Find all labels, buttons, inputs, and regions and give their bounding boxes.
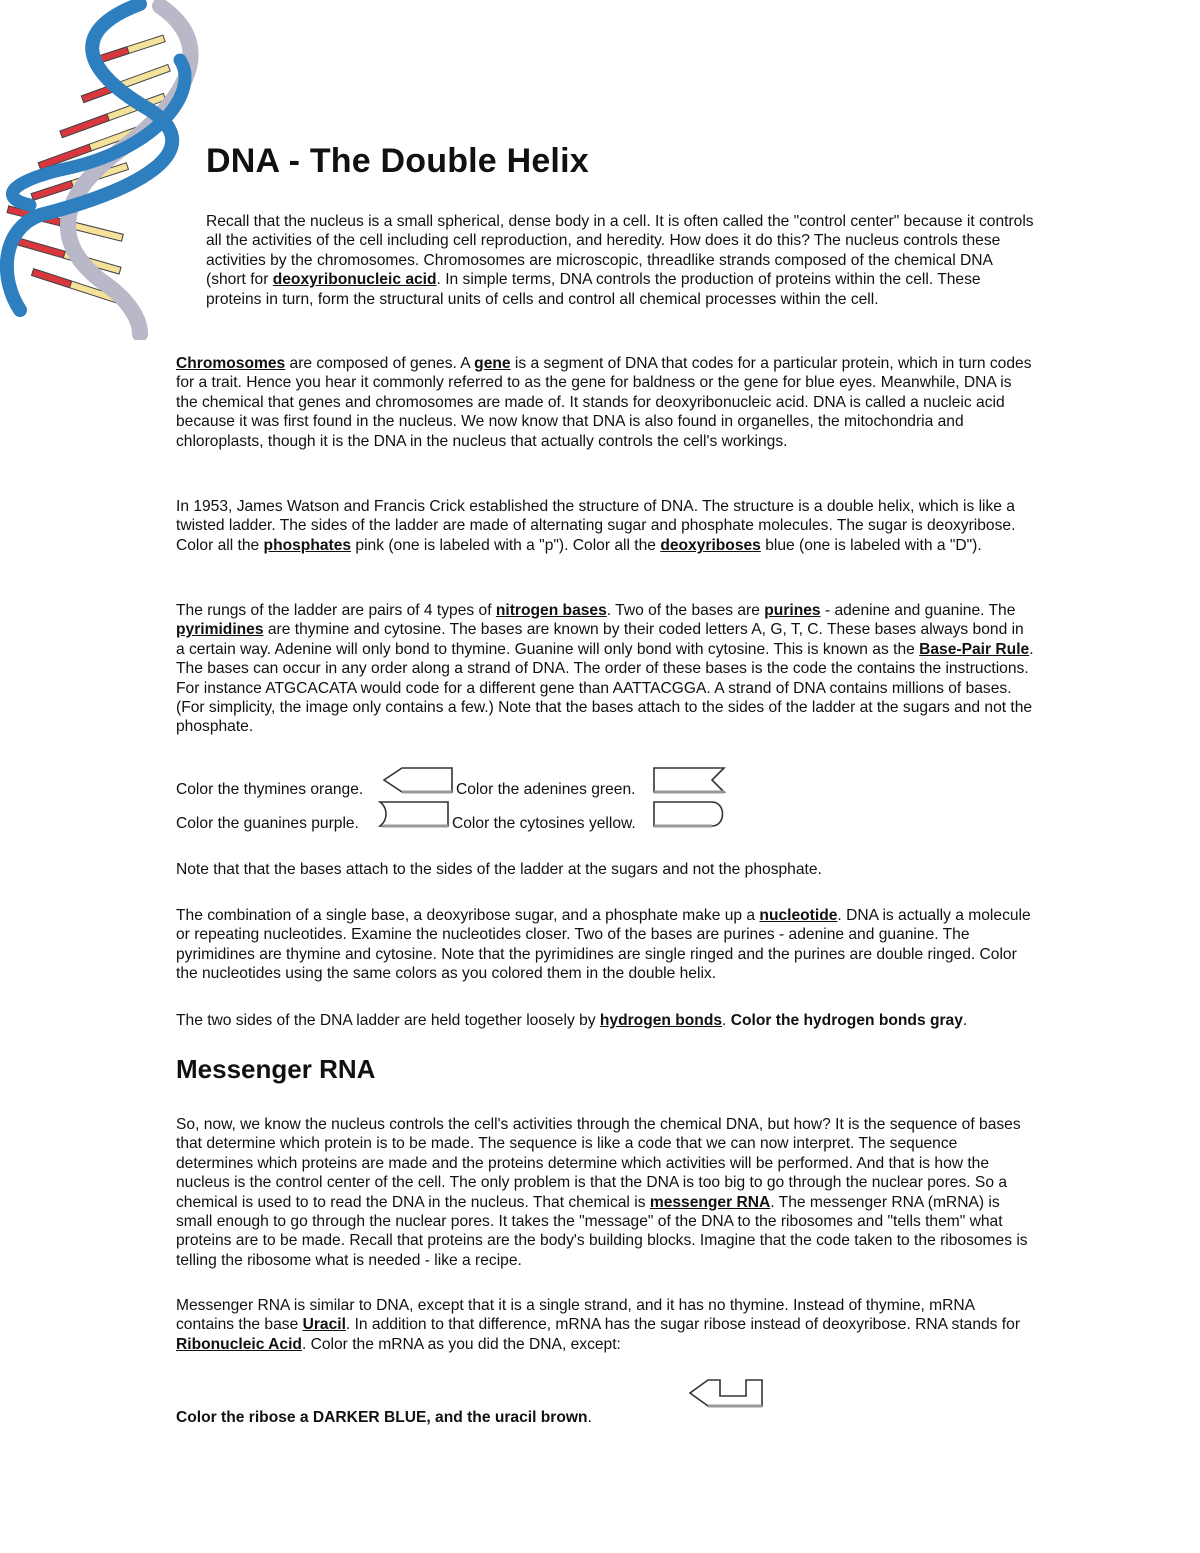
intro-paragraph: Recall that the nucleus is a small spherical, dense body in a cell. It is often called the "control center" because it controls all the activities of the cell including cell reproduction, and heredity. How does it do this? The nucleus controls these activities by the chromosomes. Chromosomes are microscopic, threadlike strands composed of the chemical DNA (short for deoxyribonucleic acid. In simple terms, DNA controls the production of proteins within the cell. These proteins in turn, form the structural units of cells and control all chemical processes within the cell. [206, 213, 1034, 308]
term-deoxyriboses: deoxyriboses [660, 536, 761, 554]
guanine-instruction: Color the guanines purple. [176, 815, 359, 832]
thymine-instruction: Color the thymines orange. [176, 781, 364, 798]
hydrogen-bonds-instruction: Color the hydrogen bonds gray [730, 1012, 963, 1029]
term-uracil: Uracil [302, 1316, 346, 1334]
adenine-instruction: Color the adenines green. [456, 781, 636, 798]
dna-helix-illustration [0, 0, 210, 340]
chromosomes-paragraph: Chromosomes are composed of genes. A gene is a segment of DNA that codes for a particular protein, which in turn codes for a trait. Hence you hear it commonly referred to as the gene for baldness or the gene for blue eyes. Meanwhile, DNA is the chemical that genes and chromosomes are made of. It stands for deoxyribonucleic acid. DNA is called a nucleic acid because it was first found in the nucleus. We now know that DNA is also found in organelles, the mitochondria and chloroplasts, though it is the DNA in the nucleus that actually controls the cell's workings. [176, 355, 1032, 450]
term-deoxyribonucleic-acid: deoxyribonucleic acid [272, 271, 437, 289]
term-gene: gene [474, 355, 511, 372]
term-base-pair-rule: Base-Pair Rule [919, 640, 1030, 658]
hydrogen-bonds-paragraph: The two sides of the DNA ladder are held together loosely by hydrogen bonds. Color the hydrogen bonds gray. [176, 1012, 968, 1029]
term-ribonucleic-acid: Ribonucleic Acid [176, 1335, 302, 1353]
messenger-rna-heading: Messenger RNA [176, 1054, 376, 1084]
page-title: DNA - The Double Helix [206, 142, 589, 180]
rungs-paragraph: The rungs of the ladder are pairs of 4 types of nitrogen bases. Two of the bases are purines - adenine and guanine. The pyrimidines are thymine and cytosine. The bases are known by their coded letters A, G, T, C. These bases always bond in a certain way. Adenine will only bond to thymine. Guanine will only bond with cytosine. This is known as the Base-Pair Rule. The bases can occur in any order along a strand of DNA. The order of these bases is the code the contains the instructions. For instance ATGCACATA would code for a different gene than AATTACGGA. A strand of DNA contains millions of bases. (For simplicity, the image only contains a few.) Note that the bases attach to the sides of the ladder at the sugars and not the phosphate. [176, 602, 1034, 736]
mrna-paragraph-1: So, now, we know the nucleus controls the cell's activities through the chemical DNA, but how? It is the sequence of bases that determine which protein is to be made. The sequence is like a code that we can now interpret. The sequence determines which proteins are made and the proteins determine which activities will be performed. And that is how the nucleus is the control center of the cell. The only problem is that the DNA is too big to go through the nuclear pores. So a chemical is used to to read the DNA in the nucleus. That chemical is messenger RNA. The messenger RNA (mRNA) is small enough to go through the nuclear pores. It takes the "message" of the DNA to the ribosomes and "tells them" what proteins are to be made. Recall that proteins are the body's building blocks. Imagine that the code taken to the ribosomes is telling the ribosome what is needed - like a recipe. [176, 1116, 1028, 1269]
term-chromosomes: Chromosomes [176, 355, 286, 372]
helix-strand-front-2 [12, 60, 185, 205]
watson-crick-paragraph: In 1953, James Watson and Francis Crick established the structure of DNA. The structure is a double helix, which is like a twisted ladder. The sides of the ladder are made of alternating sugar and phosphate molecules. The sugar is deoxyribose. Color all the phosphates pink (one is labeled with a "p"). Color all the deoxyriboses blue (one is labeled with a "D"). [176, 498, 1016, 554]
term-nitrogen-bases: nitrogen bases [495, 602, 607, 619]
term-purines: purines [764, 602, 821, 619]
mrna-paragraph-2: Messenger RNA is similar to DNA, except that it is a single strand, and it has no thymine. Instead of thymine, mRNA contains the base Uracil. In addition to that difference, mRNA has the sugar ribose instead of deoxyribose. RNA stands for Ribonucleic Acid. Color the mRNA as you did the DNA, except: [176, 1297, 1021, 1353]
note-paragraph: Note that that the bases attach to the sides of the ladder at the sugars and not the phosphate. [176, 861, 822, 878]
ribose-uracil-instruction: Color the ribose a DARKER BLUE, and the uracil brown [176, 1409, 588, 1426]
nucleotide-paragraph: The combination of a single base, a deoxyribose sugar, and a phosphate make up a nucleotide. DNA is actually a molecule or repeating nucleotides. Examine the nucleotides closer. Two of the bases are purines - adenine and guanine. The pyrimidines are thymine and cytosine. Note that the pyrimidines are single ringed and the purines are double ringed. Color the nucleotides using the same colors as you colored them in the double helix. [176, 907, 1031, 983]
final-instruction-paragraph: Color the ribose a DARKER BLUE, and the uracil brown. [176, 1409, 592, 1426]
adenine-shape-icon [650, 764, 728, 796]
guanine-shape-icon [376, 798, 452, 830]
uracil-shape-icon [686, 1376, 766, 1410]
term-phosphates: phosphates [263, 536, 352, 554]
term-messenger-rna: messenger RNA [649, 1193, 771, 1211]
term-nucleotide: nucleotide [759, 907, 838, 924]
cytosine-instruction: Color the cytosines yellow. [452, 815, 636, 832]
thymine-shape-icon [380, 764, 456, 796]
term-pyrimidines: pyrimidines [176, 621, 264, 639]
term-hydrogen-bonds: hydrogen bonds [599, 1012, 723, 1029]
cytosine-shape-icon [650, 798, 728, 830]
